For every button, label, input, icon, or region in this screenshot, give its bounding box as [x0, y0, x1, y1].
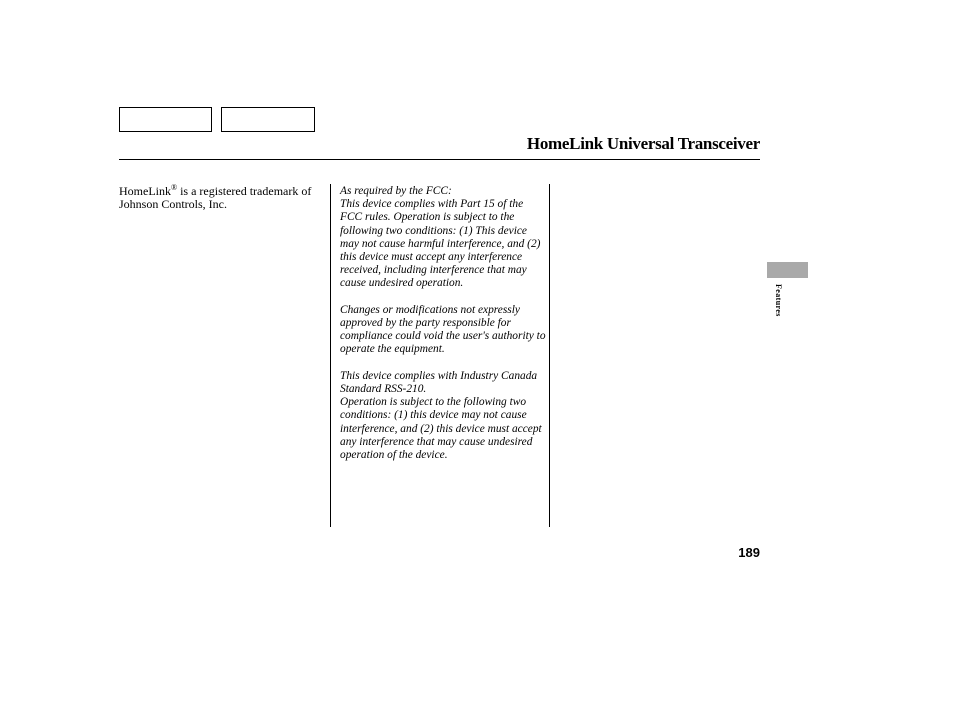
regulatory-notes	[340, 185, 546, 475]
trademark-note	[119, 185, 324, 211]
main-menu-button[interactable]	[119, 107, 212, 132]
fcc-text: This device complies with Part 15 of the FCC rules. Operation is subject to the following two conditions: (1) This device may not cause harmful interference, and (2) this device must accept any interference received, including interference that may cause undesired operation.	[340, 198, 541, 290]
column-divider-right	[549, 184, 550, 527]
industry-canada-text: This device complies with Industry Canada Standard RSS-210.	[340, 369, 538, 396]
trademark-text: is a registered trademark of Johnson Controls, Inc.	[119, 184, 312, 212]
index-button[interactable]	[221, 107, 315, 132]
page-title: HomeLink Universal Transceiver	[526, 134, 760, 153]
page-number: 189	[738, 545, 760, 560]
operation-text: Operation is subject to the following two conditions: (1) this device may not cause interference, and (2) this device must accept any interference that may cause undesired operation of the device.	[340, 396, 542, 462]
brand-name: HomeLink	[119, 184, 171, 198]
section-tab[interactable]	[767, 262, 808, 278]
modifications-text: Changes or modifications not expressly approved by the party responsible for compliance could void the user's authority to operate the equipment.	[340, 303, 546, 356]
section-tab-label: Features	[774, 284, 783, 317]
column-divider-left	[330, 184, 331, 527]
title-divider	[119, 159, 760, 160]
fcc-heading: As required by the FCC:	[340, 185, 452, 197]
registered-mark: ®	[171, 183, 178, 192]
